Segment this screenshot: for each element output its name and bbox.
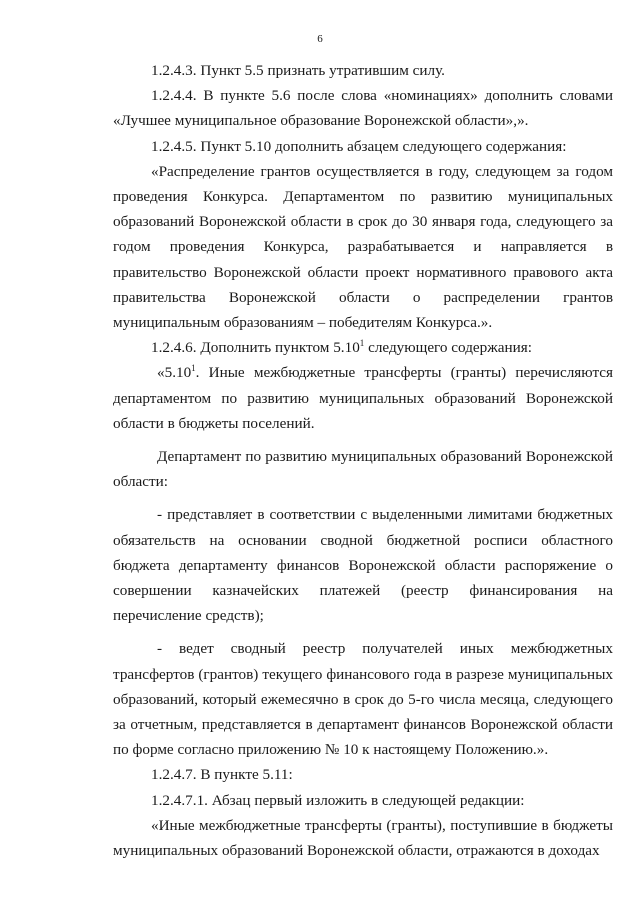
paragraph-1-2-4-6-tail: следующего содержания: bbox=[364, 339, 532, 357]
superscript-1: 1 bbox=[359, 338, 365, 349]
paragraph-quote-transfers: «Иные межбюджетные трансферты (гранты), поступившие в бюджеты муниципальных образований Воронежской области, отражаются в доходах bbox=[113, 816, 613, 860]
paragraph-1-2-4-3: 1.2.4.3. Пункт 5.5 признать утратившим силу. bbox=[151, 62, 445, 79]
paragraph-bullet-presents: - представляет в соответствии с выделенными лимитами бюджетных обязательств на основании сводной бюджетной росписи областного бюджета департаменту финансов Воронежской области распоряжение о совершении казначейских платежей (реестр финансирования на перечисление средств); bbox=[113, 506, 613, 625]
paragraph-bullet-registry: - ведет сводный реестр получателей иных межбюджетных трансфертов (грантов) текущего финансового года в разрезе муниципальных образований, который ежемесячно в срок до 5-го числа месяца, следующего за отчетным, представляется в департамент финансов Воронежской области по форме согласно приложению № 10 к настоящему Положению.». bbox=[113, 640, 613, 759]
paragraph-1-2-4-7: 1.2.4.7. В пункте 5.11: bbox=[151, 766, 293, 784]
paragraph-1-2-4-6-text: 1.2.4.6. Дополнить пунктом 5.10 bbox=[151, 339, 360, 357]
page-number: 6 bbox=[317, 33, 323, 45]
paragraph-quote-5-10-1 bbox=[113, 360, 613, 436]
quote-5-10-1-tail: . Иные межбюджетные трансферты (гранты) перечисляются департаментом по развитию муниципальных образований Воронежской области в бюджеты поселений. bbox=[113, 364, 613, 432]
paragraph-1-2-4-4: 1.2.4.4. В пункте 5.6 после слова «номинациях» дополнить словами «Лучшее муниципальное образование Воронежской области»,». bbox=[113, 87, 613, 130]
paragraph-1-2-4-6 bbox=[113, 335, 613, 360]
paragraph-department: Департамент по развитию муниципальных образований Воронежской области: bbox=[113, 448, 613, 491]
paragraph-quote-distribution: «Распределение грантов осуществляется в году, следующем за годом проведения Конкурса. Департаментом по развитию муниципальных образований Воронежской области в срок до 30 января года, следующего за годом проведения Конкурса, разрабатывается и направляется в правительство Воронежской области проект нормативного правового акта правительства Воронежской области о распределении грантов муниципальным образованиям – победителям Конкурса.». bbox=[113, 162, 613, 332]
document-body bbox=[113, 58, 613, 863]
superscript-1: 1 bbox=[191, 363, 196, 374]
paragraph-1-2-4-5: 1.2.4.5. Пункт 5.10 дополнить абзацем следующего содержания: bbox=[151, 137, 567, 155]
quote-5-10-1-text: «5.10 bbox=[157, 364, 192, 382]
paragraph-1-2-4-7-1: 1.2.4.7.1. Абзац первый изложить в следующей редакции: bbox=[151, 791, 525, 809]
